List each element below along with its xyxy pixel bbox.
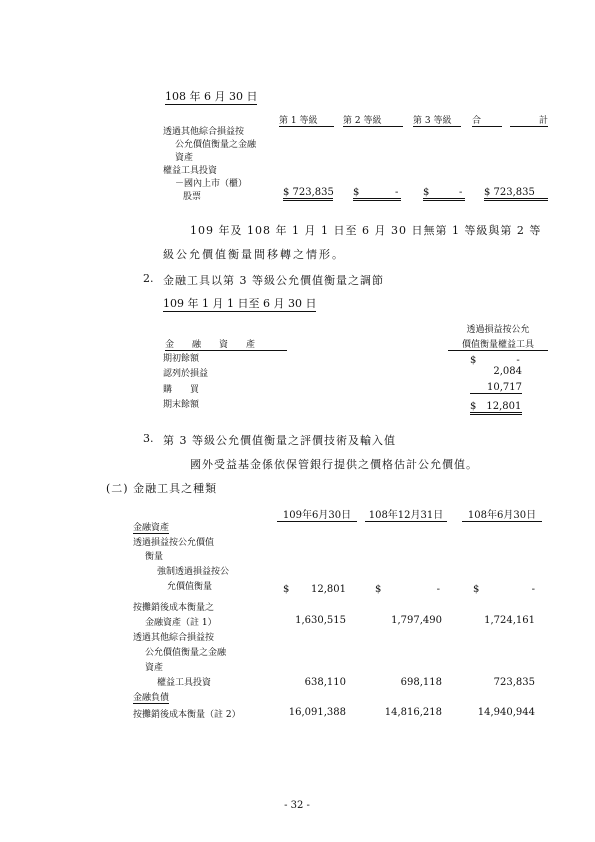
recon-row-label: 認列於損益	[163, 369, 209, 379]
fi-value: -	[436, 584, 440, 595]
row-label: 權益工具投資	[163, 166, 218, 176]
liabilities-header: 金融負債	[133, 690, 169, 704]
assets-header: 金融資產	[133, 520, 169, 534]
col-date-1: 109年6月30日	[277, 506, 357, 522]
section2-period: 109 年 1 月 1 日至 6 月 30 日	[163, 297, 317, 310]
row-label: 股票	[183, 192, 202, 202]
section2-number: 2.	[143, 272, 154, 285]
col-date-2: 108年12月31日	[365, 506, 447, 522]
col-header-total-1: 合	[472, 113, 502, 127]
fi-row-label: 權益工具投資	[157, 678, 212, 688]
fi-value-dollar: $	[375, 584, 382, 595]
liab-value: 14,816,218	[384, 707, 442, 718]
fi-row-label: 按攤銷後成本衡量之	[133, 603, 215, 613]
fi-row-label: 金融資產（註 1）	[145, 618, 217, 628]
row-label: 公允價值衡量之金融	[175, 140, 257, 150]
row-label: 透過其他綜合損益按	[163, 127, 245, 137]
fi-value: 1,797,490	[391, 615, 442, 626]
row-label: 資產	[175, 153, 194, 163]
fi-value: 638,110	[304, 677, 346, 688]
col-header-level3: 第 3 等級	[413, 113, 461, 127]
section-b-title: (二) 金融工具之種類	[106, 482, 218, 495]
fi-value: 698,118	[400, 677, 442, 688]
value-level3: -	[459, 187, 463, 198]
label-header	[165, 337, 287, 351]
liab-row-label: 按攤銷後成本衡量（註 2）	[133, 710, 241, 720]
liab-value: 16,091,388	[288, 707, 346, 718]
fi-value-dollar: $	[283, 584, 290, 595]
fi-value: 1,630,515	[295, 615, 346, 626]
para-line2: 級公允價值衡量間移轉之情形。	[163, 248, 345, 261]
fi-value: 723,835	[493, 677, 535, 688]
col-header-line1: 透過損益按公允	[466, 325, 530, 335]
col-header-line2: 價值衡量權益工具	[448, 337, 548, 351]
recon-row-label: 購 買	[163, 385, 200, 395]
col-header-total-2: 計	[510, 113, 548, 127]
recon-row-value: 2,084	[493, 366, 522, 377]
fi-value-dollar: $	[473, 584, 480, 595]
fi-value: -	[531, 584, 535, 595]
section3-number: 3.	[143, 432, 154, 445]
value-total: $ 723,835	[484, 187, 548, 201]
col-header-level2: 第 2 等級	[343, 113, 403, 127]
recon-row-value: $ -	[470, 355, 520, 366]
fi-row-label: 資產	[145, 663, 164, 673]
section2-title: 金融工具以第 3 等級公允價值衡量之調節	[163, 274, 384, 287]
fi-row-label: 允價值衡量	[167, 582, 213, 592]
value-level2-dollar: $	[353, 187, 401, 201]
recon-row-label: 期初餘額	[163, 354, 200, 364]
fi-row-label: 衡量	[145, 552, 164, 562]
page-number: - 32 -	[284, 800, 310, 811]
fi-row-label: 透過其他綜合損益按	[133, 633, 215, 643]
para-line1: 109 年及 108 年 1 月 1 日至 6 月 30 日無第 1 等級與第 2 等	[190, 224, 542, 237]
fi-value: 1,724,161	[484, 615, 535, 626]
fi-value: 12,801	[311, 584, 346, 595]
label-header-text: 金 融 資 產	[165, 337, 287, 351]
recon-row-value: $ 12,801	[470, 397, 522, 415]
fi-row-label: 透過損益按公允價值	[133, 538, 215, 548]
section3-title: 第 3 等級公允價值衡量之評價技術及輸入值	[163, 434, 396, 447]
recon-row-label: 期末餘額	[163, 400, 200, 410]
fi-row-label: 強制透過損益按公	[157, 567, 230, 577]
section3-body: 國外受益基金係依保管銀行提供之價格估計公允價值。	[190, 458, 478, 471]
col-header-level1: 第 1 等級	[279, 113, 334, 127]
value-level3-dollar: $	[423, 187, 465, 201]
liab-value: 14,940,944	[477, 707, 535, 718]
fi-row-label: 公允價值衡量之金融	[145, 648, 227, 658]
value-level1: $ 723,835	[283, 187, 333, 201]
row-label: －國內上市（櫃）	[175, 179, 248, 189]
recon-row-value: 10,717	[470, 382, 522, 394]
value-level2: -	[395, 187, 399, 198]
col-date-3: 108年6月30日	[462, 506, 542, 522]
table1-date: 108 年 6 月 30 日	[165, 90, 258, 103]
